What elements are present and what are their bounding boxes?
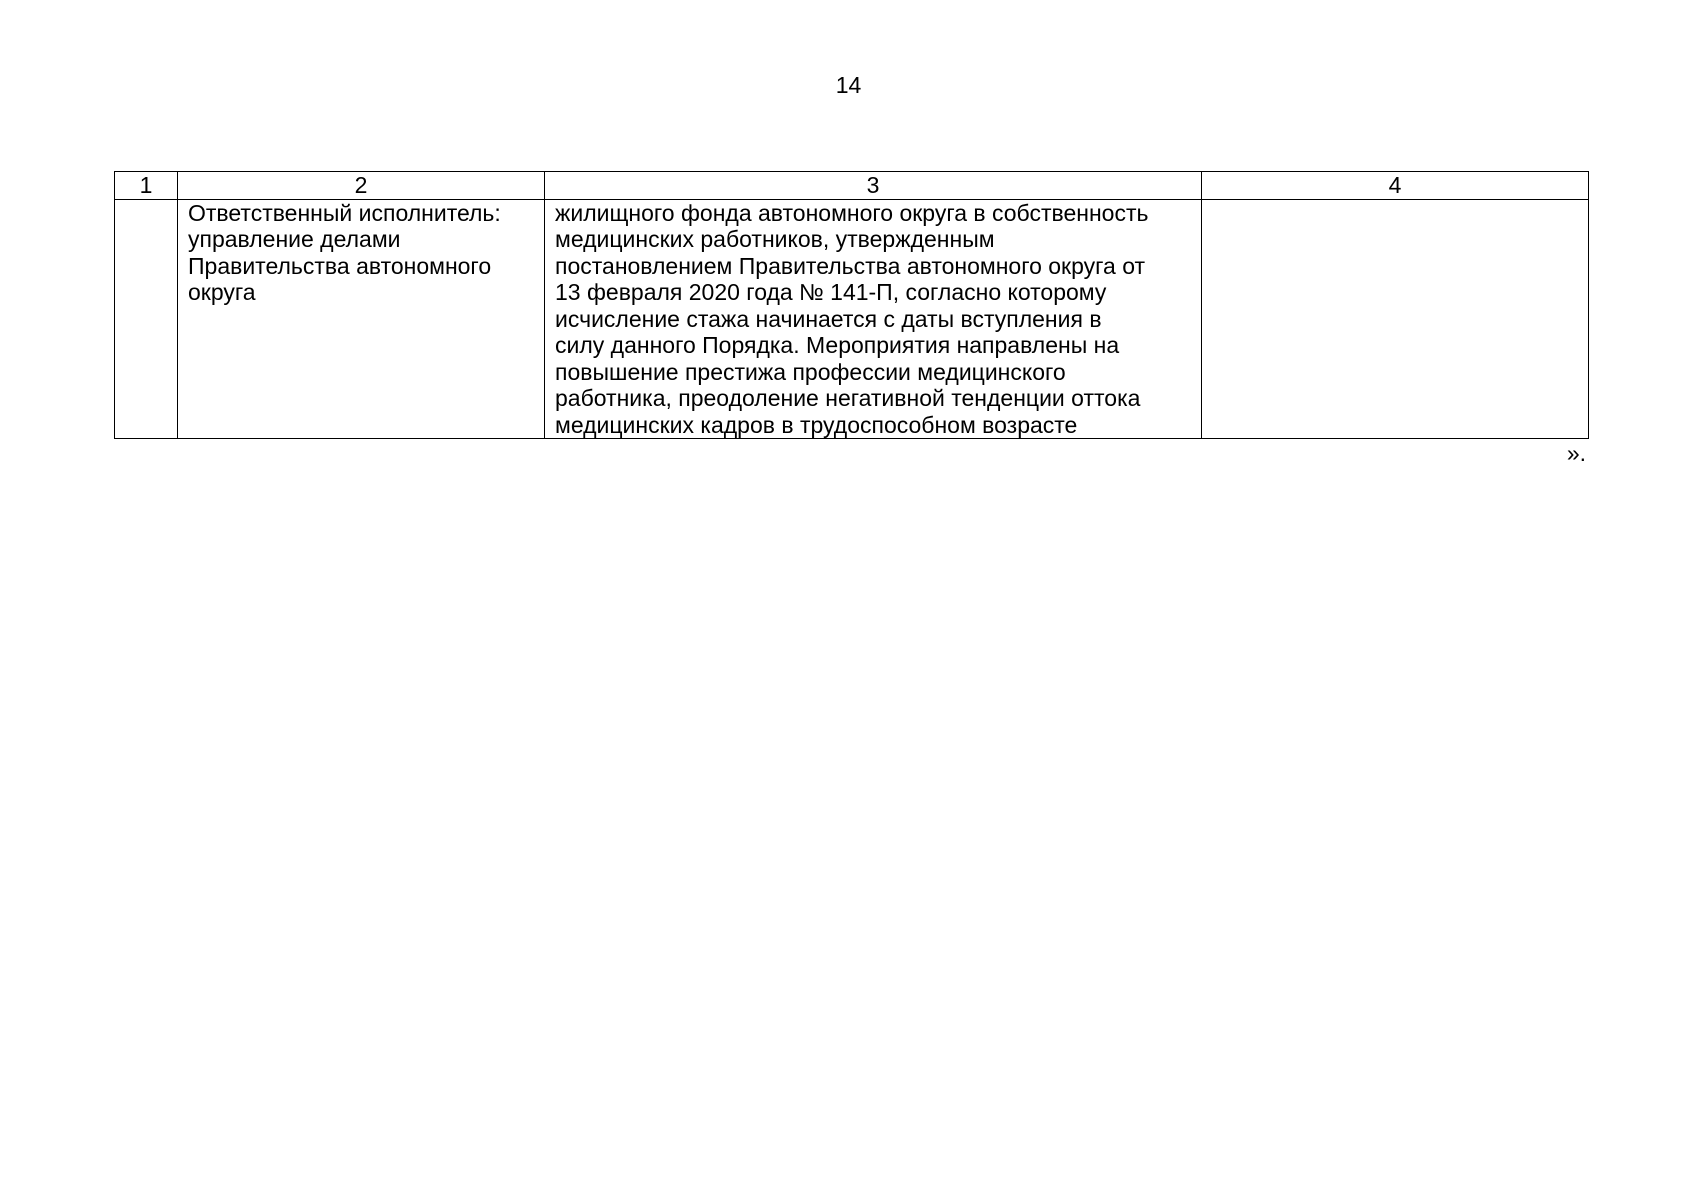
closing-quote-mark: ».: [1566, 440, 1586, 466]
header-cell-4: 4: [1202, 172, 1589, 200]
page-number: 14: [835, 72, 862, 98]
table-header-row: [115, 172, 1589, 200]
row-cell-result: [1202, 199, 1589, 439]
header-cell-1: 1: [115, 172, 178, 200]
table-row: [115, 199, 1589, 439]
row-cell-executor: [178, 199, 545, 439]
responsible-executor-text: Ответственный исполнитель: управление делами Правительства автономного округа: [188, 199, 501, 305]
row-cell-description: [545, 199, 1202, 439]
description-text: жилищного фонда автономного округа в собственность медицинских работников, утвержденным постановлением Правительства автономного округа от 13 февраля 2020 года № 141-П, согласно которому исчисление стажа начинается с даты вступления в силу данного Порядка. Мероприятия направлены на повышение престижа профессии медицинского работника, преодоление негативной тенденции оттока медицинских кадров в трудоспособном возрасте: [555, 199, 1149, 438]
header-cell-3: 3: [545, 172, 1202, 200]
row-cell-number: [115, 199, 178, 439]
header-cell-2: 2: [178, 172, 545, 200]
document-table: [114, 171, 1589, 439]
